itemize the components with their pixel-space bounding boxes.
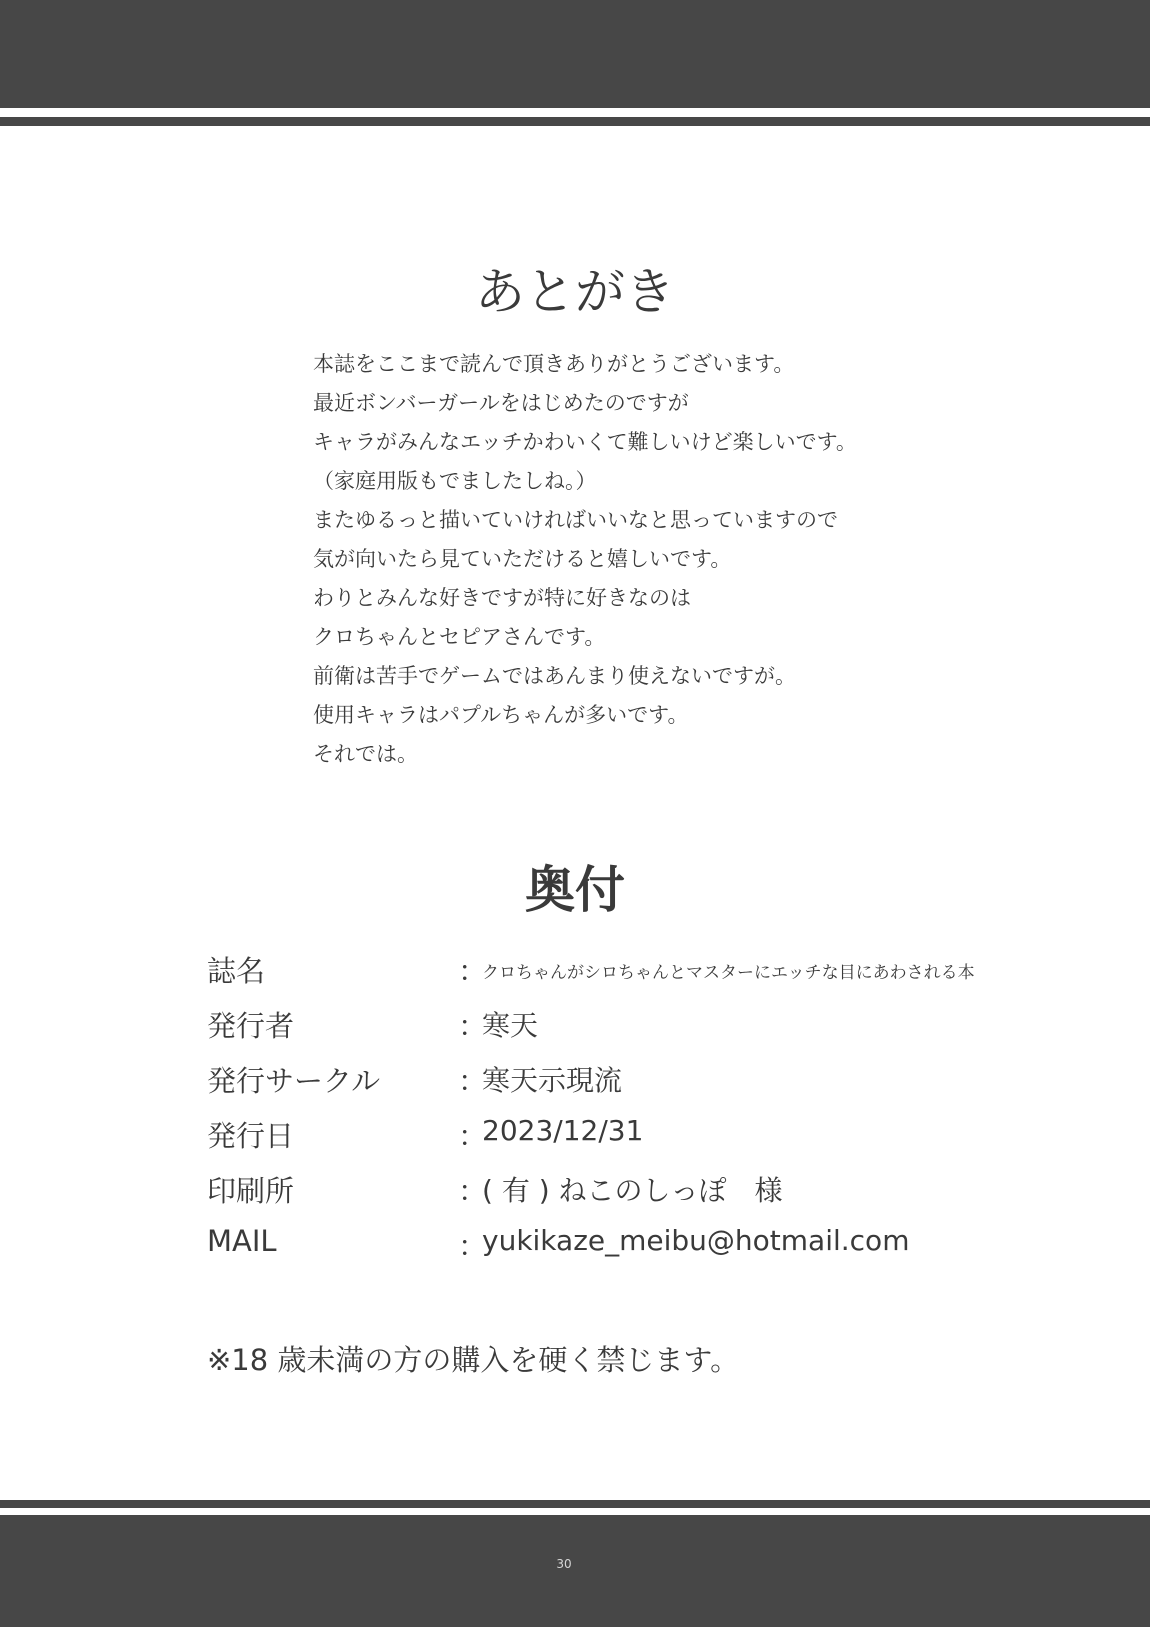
colophon-value: ( 有 ) ねこのしっぽ 様 [482, 1174, 783, 1207]
colophon-separator: ： [458, 954, 488, 988]
afterword-line: 本誌をここまで読んで頂きありがとうございます。 [313, 352, 795, 376]
colophon-separator: ： [458, 1174, 488, 1208]
colophon-label: 発行サークル [207, 1064, 381, 1098]
colophon-separator: ： [458, 1009, 488, 1043]
top-rule [0, 117, 1150, 126]
colophon-value: yukikaze_meibu@hotmail.com [482, 1224, 910, 1257]
afterword-line: 前衛は苦手でゲームではあんまり使えないですが。 [313, 664, 796, 688]
afterword-line: キャラがみんなエッチかわいくて難しいけど楽しいです。 [313, 430, 857, 454]
colophon-value: 寒天 [482, 1009, 539, 1042]
colophon-separator: ： [458, 1229, 488, 1263]
afterword-body [313, 345, 857, 774]
colophon-separator: ： [458, 1064, 488, 1098]
colophon-value: 寒天示現流 [482, 1064, 623, 1097]
colophon-label: MAIL [207, 1224, 277, 1258]
bottom-rule [0, 1500, 1150, 1508]
afterword-line: 最近ボンバーガールをはじめたのですが [313, 391, 689, 415]
afterword-line: （家庭用版もでましたしね。） [313, 469, 597, 493]
colophon-separator: ： [458, 1119, 488, 1153]
afterword-title: あとがき [475, 263, 675, 321]
afterword-line: クロちゃんとセピアさんです。 [313, 625, 606, 649]
colophon-label: 発行日 [207, 1119, 295, 1153]
afterword-line: またゆるっと描いていければいいなと思っていますので [313, 508, 838, 532]
colophon-value: 2023/12/31 [482, 1114, 644, 1147]
colophon-label: 発行者 [207, 1009, 295, 1043]
afterword-line: わりとみんな好きですが特に好きなのは [313, 586, 691, 610]
colophon-label: 印刷所 [207, 1174, 295, 1208]
top-dark-band [0, 0, 1150, 108]
colophon-label: 誌名 [207, 954, 266, 988]
colophon-value: クロちゃんがシロちゃんとマスターにエッチな目にあわされる本 [482, 963, 975, 983]
afterword-line: 使用キャラはパプルちゃんが多いです。 [313, 703, 689, 727]
colophon-title: 奥付 [525, 861, 625, 919]
afterword-line: 気が向いたら見ていただけると嬉しいです。 [313, 547, 732, 571]
page-number: 30 [556, 1557, 572, 1571]
afterword-line: それでは。 [313, 742, 418, 766]
age-restriction-notice: ※18 歳未満の方の購入を硬く禁じます。 [207, 1343, 740, 1377]
bottom-dark-band [0, 1515, 1150, 1627]
